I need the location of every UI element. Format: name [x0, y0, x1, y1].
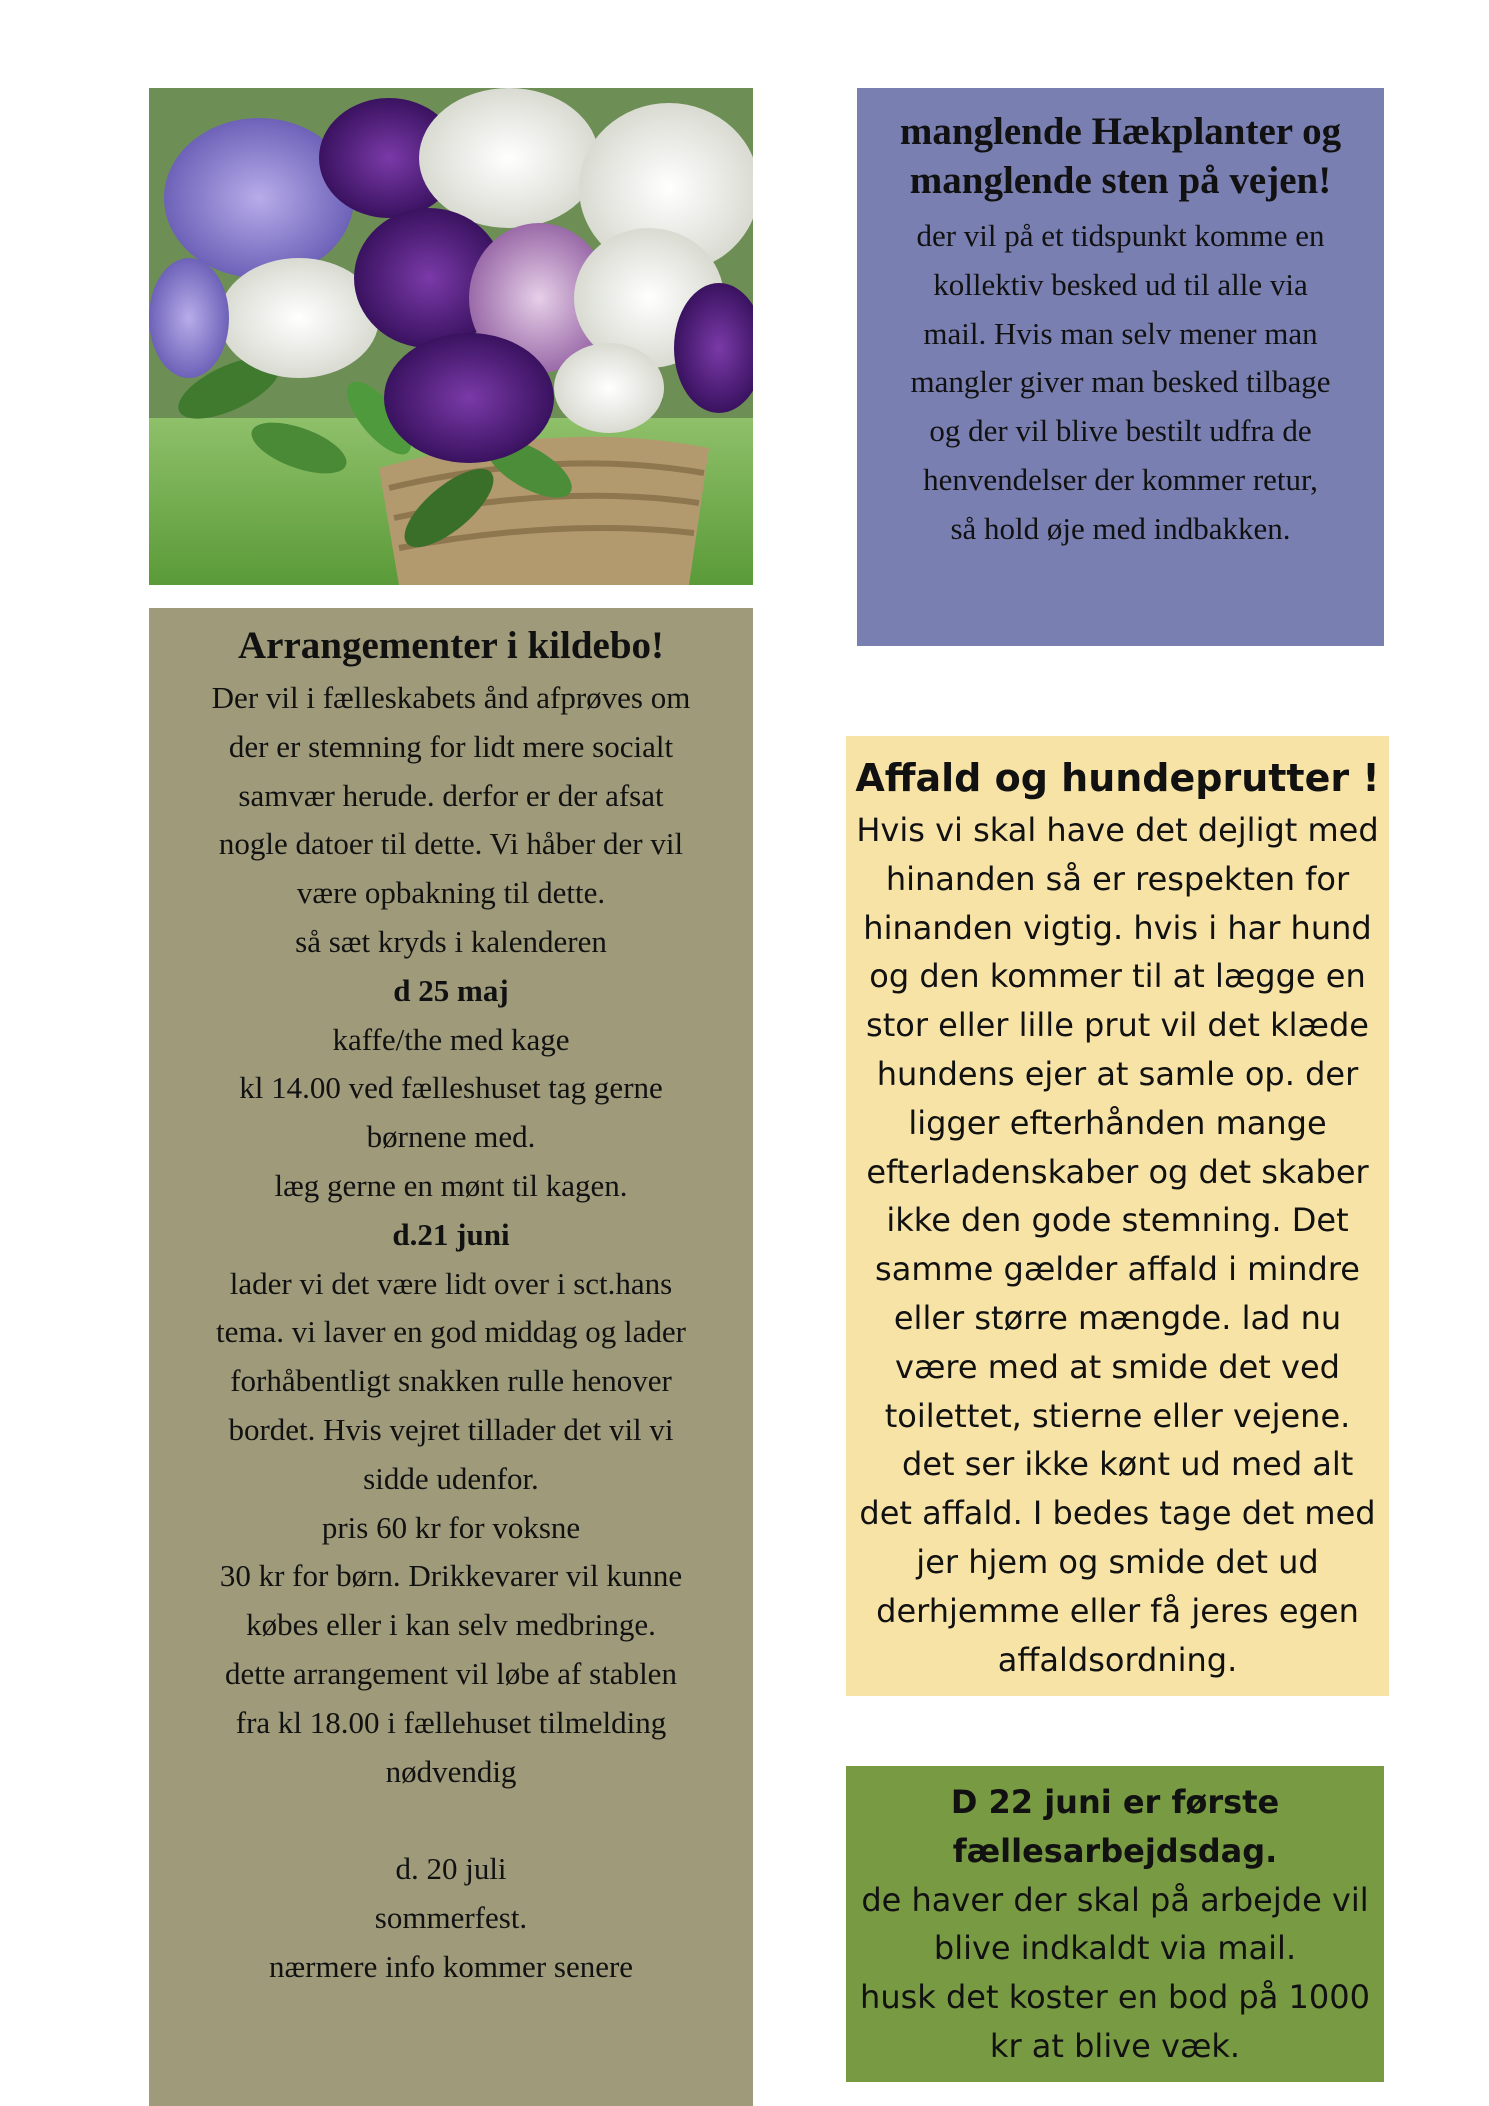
event-may-line: kl 14.00 ved fælleshuset tag gerne: [239, 1070, 663, 1106]
workday-body: [846, 1876, 1384, 2071]
hedge-line: og der vil blive bestilt udfra de: [929, 413, 1312, 449]
event-june-line: 30 kr for børn. Drikkevarer vil kunne: [219, 1558, 683, 1594]
waste-line: eller større mængde. lad nu: [893, 1298, 1342, 1337]
blank-line: [149, 1796, 753, 1845]
event-june-line: lader vi det være lidt over i sct.hans: [229, 1265, 673, 1301]
event-june-line: forhåbentligt snakken rulle henover: [230, 1363, 672, 1399]
event-may-line: kaffe/the med kage: [332, 1021, 570, 1057]
events-intro-line: samvær herude. derfor er der afsat: [238, 777, 664, 813]
events-intro-line: Der vil i fælleskabets ånd afprøves om: [211, 680, 691, 715]
events-intro-line: så sæt kryds i kalenderen: [295, 923, 607, 959]
workday-line: husk det koster en bod på 1000: [860, 1978, 1370, 2017]
workday-line: blive indkaldt via mail.: [933, 1929, 1297, 1968]
hedge-notice-section: [857, 88, 1384, 646]
lilac-bouquet-photo: [149, 88, 753, 585]
waste-line: efterladenskaber og det skaber: [866, 1152, 1369, 1191]
event-date-june: d.21 juni: [392, 1216, 510, 1252]
lilac-bouquet-icon: [149, 88, 753, 585]
events-title: Arrangementer i kildebo!: [237, 624, 665, 667]
event-june-line: tema. vi laver en god middag og lader: [215, 1314, 686, 1350]
waste-title: Affald og hundeprutter !: [855, 756, 1380, 800]
waste-line: affaldsordning.: [997, 1640, 1238, 1679]
waste-line: være med at smide det ved: [895, 1347, 1340, 1386]
waste-line: det affald. I bedes tage det med: [859, 1494, 1376, 1533]
events-body: [149, 674, 753, 1992]
events-intro-line: der er stemning for lidt mere socialt: [228, 728, 674, 764]
waste-line: stor eller lille prut vil det klæde: [866, 1006, 1369, 1045]
hedge-line: mail. Hvis man selv mener man: [923, 315, 1318, 351]
waste-line: Hvis vi skal have det dejligt med: [856, 811, 1379, 849]
event-june-line: købes eller i kan selv medbringe.: [246, 1607, 656, 1643]
workday-title-line: D 22 juni er første: [950, 1783, 1280, 1821]
event-may-line: børnene med.: [366, 1119, 536, 1155]
hedge-line: der vil på et tidspunkt komme en: [916, 218, 1325, 253]
workday-notice-section: [846, 1766, 1384, 2082]
waste-line: hundens ejer at samle op. der: [876, 1054, 1359, 1093]
hedge-line: så hold øje med indbakken.: [950, 510, 1291, 546]
event-date-may: d 25 maj: [393, 972, 509, 1008]
events-section: [149, 608, 753, 2106]
event-may-line: læg gerne en mønt til kagen.: [274, 1167, 628, 1203]
event-june-line: sidde udenfor.: [363, 1460, 539, 1496]
event-june-line: nødvendig: [385, 1753, 517, 1789]
event-june-line: dette arrangement vil løbe af stablen: [225, 1655, 677, 1691]
waste-line: og den kommer til at lægge en: [869, 957, 1366, 996]
event-june-line: fra kl 18.00 i fællehuset tilmelding: [235, 1704, 667, 1740]
event-june-line: pris 60 kr for voksne: [321, 1509, 581, 1545]
waste-body: [846, 806, 1389, 1684]
waste-line: ligger efterhånden mange: [908, 1103, 1327, 1142]
waste-line: hinanden så er respekten for: [885, 859, 1350, 898]
waste-line: jer hjem og smide det ud: [916, 1542, 1319, 1581]
event-july-line: d. 20 juli: [395, 1851, 507, 1887]
workday-title-line: fællesarbejdsdag.: [952, 1831, 1278, 1870]
waste-notice-section: [846, 736, 1389, 1696]
event-july-line: sommerfest.: [374, 1899, 528, 1935]
event-july-line: nærmere info kommer senere: [268, 1948, 634, 1984]
events-intro-line: nogle datoer til dette. Vi håber der vil: [218, 826, 684, 862]
waste-line: ikke den gode stemning. Det: [886, 1201, 1349, 1240]
hedge-title-line: manglende Hækplanter og: [899, 110, 1342, 153]
hedge-line: henvendelser der kommer retur,: [923, 461, 1318, 497]
hedge-body: [857, 212, 1384, 554]
hedge-title-line: manglende sten på vejen!: [909, 159, 1332, 202]
hedge-line: mangler giver man besked tilbage: [910, 364, 1331, 400]
event-june-line: bordet. Hvis vejret tillader det vil vi: [228, 1411, 674, 1447]
waste-line: det ser ikke kønt ud med alt: [881, 1445, 1354, 1484]
workday-line: kr at blive væk.: [989, 2026, 1241, 2065]
waste-line: samme gælder affald i mindre: [875, 1250, 1360, 1289]
waste-line: derhjemme eller få jeres egen: [876, 1591, 1359, 1630]
workday-line: de haver der skal på arbejde vil: [861, 1880, 1369, 1919]
hedge-line: kollektiv besked ud til alle via: [933, 266, 1308, 302]
events-intro-line: være opbakning til dette.: [296, 875, 606, 911]
waste-line: hinanden vigtig. hvis i har hund: [863, 908, 1372, 947]
waste-line: toilettet, stierne eller vejene.: [884, 1396, 1351, 1435]
